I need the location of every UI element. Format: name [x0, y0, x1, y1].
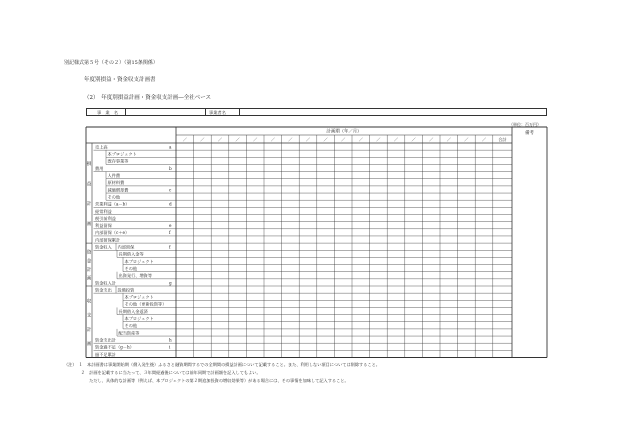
operator-label: 事業者名 [209, 110, 226, 115]
year-slash: ／ [341, 137, 346, 142]
row-code: c [169, 187, 172, 193]
year-slash: ／ [288, 137, 293, 142]
row-label: 資金支出 [95, 287, 112, 293]
row-label: 長期借入金返済 [118, 308, 148, 314]
year-slash: ／ [182, 137, 187, 142]
row-label: 本プロジェクト [124, 258, 154, 264]
year-slash: ／ [323, 137, 328, 142]
group-label-char: 画 [86, 342, 92, 348]
business-name-label: 事 業 名 [97, 110, 118, 115]
year-slash: ／ [376, 137, 381, 142]
year-slash: ／ [411, 137, 416, 142]
year-slash: ／ [358, 137, 363, 142]
group-label-char: 支 [86, 313, 92, 319]
row-code: e [169, 223, 172, 229]
row-label: 内部留保累計 [95, 237, 121, 243]
row-label: 減価償却費 [107, 187, 129, 193]
group-label-char: 益 [86, 182, 92, 188]
year-slash: ／ [393, 137, 399, 142]
notes [64, 361, 380, 385]
total-header: 合計 [498, 137, 507, 142]
group-label-char: 計 [86, 202, 92, 208]
year-slash: ／ [200, 137, 205, 142]
row-code: i [169, 344, 171, 350]
year-slash: ／ [253, 137, 258, 142]
group-label-char: 画 [86, 222, 92, 228]
row-code: b [169, 165, 172, 171]
note-3: ただし、具体的な計画等（例えば、本プロジェクトの第２期追加投資の増収効果等）がある場合には、その事情を加味して記入すること。 [64, 378, 349, 383]
note-1: （注） １ 本計画書は事業開始期（償入発生後）ふるさと融資期間するでの全期間の損益計画について記載すること。また、利用しない項目については削除すること。 [64, 362, 380, 367]
group-label-char: 計 [86, 327, 92, 333]
year-slash: ／ [270, 137, 275, 142]
year-slash: ／ [429, 137, 434, 142]
year-slash: ／ [235, 137, 240, 142]
group-label-char: 計 [86, 267, 92, 273]
row-label: 利益留保 [95, 223, 112, 229]
row-label: 資金収入計 [95, 280, 116, 286]
row-label: 本プロジェクト [124, 294, 154, 300]
row-label: 本プロジェクト [124, 316, 154, 321]
row-label: 既存事業等 [107, 158, 129, 164]
row-label: 長期借入金等 [118, 251, 144, 257]
row-label: 本プロジェクト [107, 151, 137, 157]
row-label: 過不足累計 [95, 351, 116, 357]
row-label: 資金収入 [95, 244, 112, 250]
row-code: g [169, 280, 172, 286]
row-label: その他 [124, 323, 138, 329]
planned-year-header: 計画期（年／月） [326, 129, 362, 135]
group-label-char: 画 [86, 276, 92, 282]
row-label: 営業利益（a－b） [95, 201, 130, 207]
row-label: 内部留保（c＋e） [95, 230, 130, 236]
remarks-header: 備考 [525, 131, 534, 136]
group-label-char: 損 [86, 162, 92, 168]
group-label-char: 金 [86, 259, 92, 265]
row-label: その他 [107, 194, 121, 200]
year-slash: ／ [446, 137, 451, 142]
row-label: 出資発行、増資等 [118, 273, 153, 279]
form-id: 別記様式第５号（その２）（第15条関係） [64, 60, 158, 66]
row-label: 人件費 [107, 173, 121, 178]
row-code: h [169, 337, 172, 343]
section-title: （2） 年度別損益計画・資金収支計画―全社ベース [84, 95, 211, 101]
year-slash: ／ [464, 137, 469, 142]
row-code: f [169, 230, 171, 236]
row-label: 売上高 [95, 144, 108, 150]
row-label: 資金過不足（g－h） [95, 344, 134, 350]
row-label: 資金支出計 [95, 337, 116, 343]
row-label: 経常利益 [95, 208, 112, 214]
row-label: 税引前利益 [95, 215, 116, 221]
row-label: その他（更新投資等） [124, 301, 167, 307]
row-code: a [169, 144, 172, 150]
row-sub-label: 内部留保 [117, 244, 135, 250]
row-label: 原材料費 [107, 180, 125, 186]
row-code: d [169, 201, 172, 207]
year-slash: ／ [481, 137, 487, 142]
row-label: 配当資産等 [118, 330, 140, 336]
group-label-char: 収 [86, 299, 92, 305]
year-slash: ／ [305, 137, 311, 142]
unit-note: （単位：百万円） [509, 122, 541, 127]
group-label-char: 資 [86, 250, 92, 256]
year-slash: ／ [217, 137, 223, 142]
row-label: その他 [124, 265, 138, 271]
row-label: 費用 [95, 165, 104, 171]
row-sub-label: 設備投資 [117, 287, 135, 293]
document-title: 年度別損益・資金収支計画書 [84, 77, 156, 83]
row-code: f [169, 244, 171, 250]
note-2: ２ 計画を記載するに当たって、３年間経過後については前年同期で計画額を記入してもよい。 [64, 370, 261, 375]
